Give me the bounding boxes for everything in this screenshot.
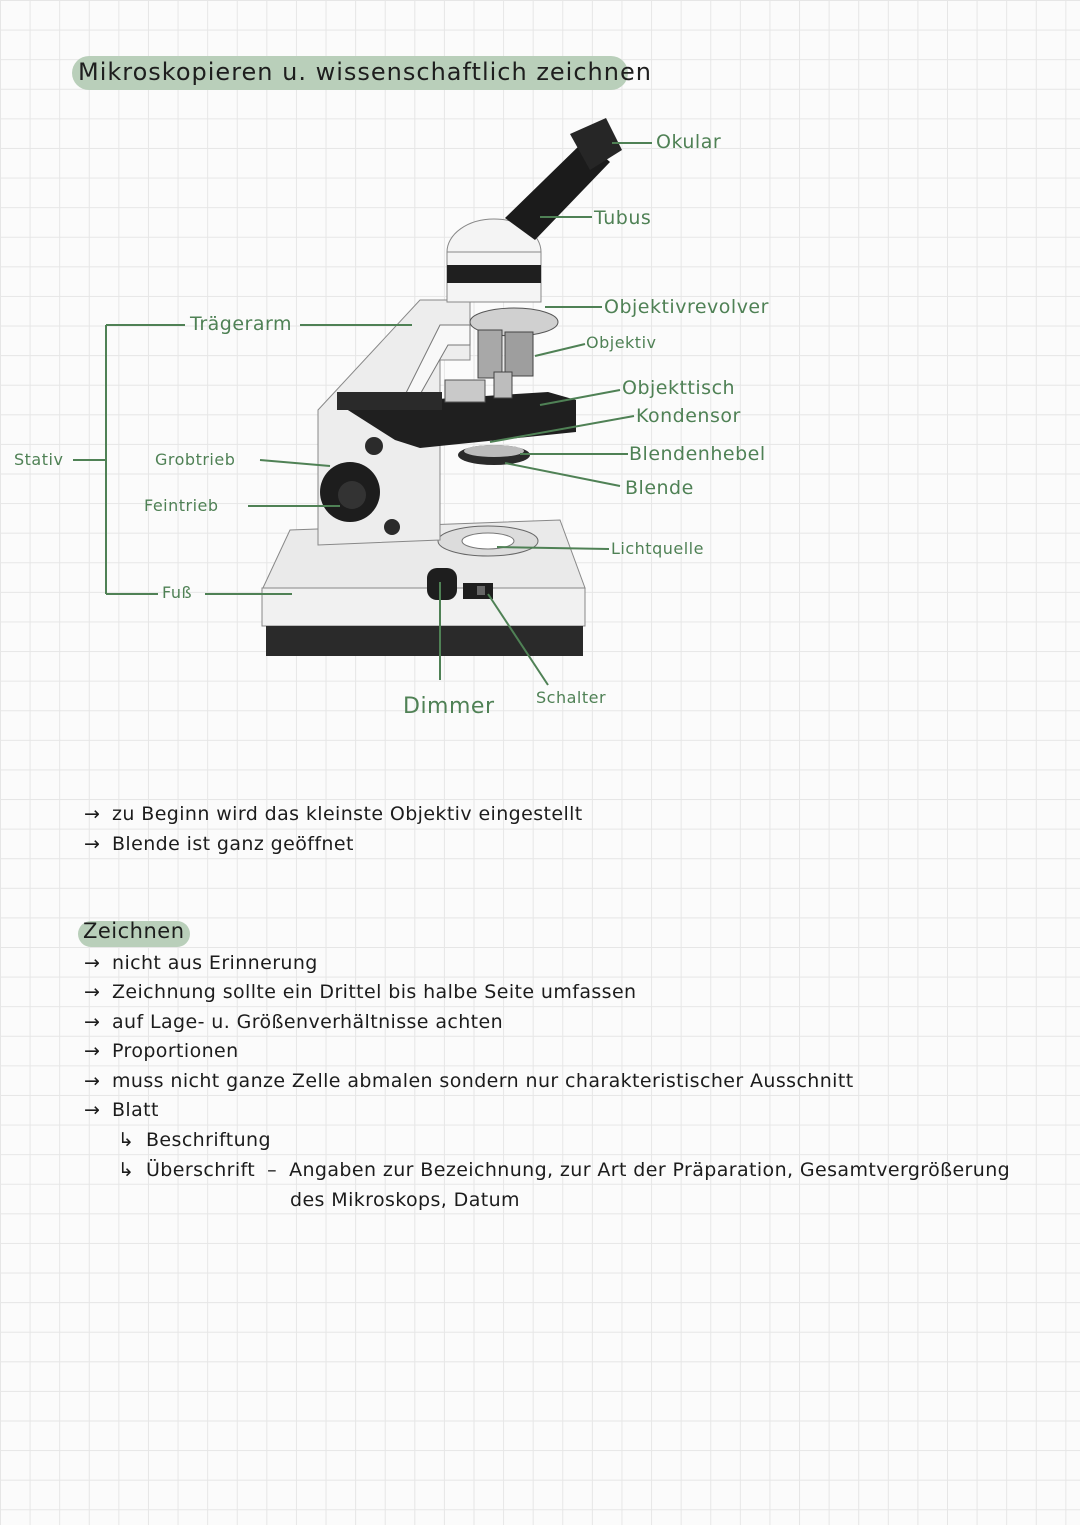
list-item <box>84 1070 854 1092</box>
hook-arrow-icon: ↳ <box>118 1129 135 1151</box>
list-item <box>84 1011 503 1033</box>
arrow-icon: → <box>84 803 101 825</box>
label-fuss: Fuß <box>162 583 193 602</box>
sub-item-text: des Mikroskops, Datum <box>290 1189 520 1211</box>
label-blendenhebel: Blendenhebel <box>629 443 766 465</box>
arrow-icon: → <box>84 1040 101 1062</box>
sub-item: ↳ Überschrift – Angaben zur Bezeichnung, zur Art der Präparation, Gesamtvergrößerung <box>118 1159 1011 1181</box>
arrow-icon: → <box>84 1099 101 1121</box>
list-item <box>84 981 637 1003</box>
label-tubus: Tubus <box>594 207 652 229</box>
label-feintrieb: Feintrieb <box>144 496 219 515</box>
arrow-icon: → <box>84 1011 101 1033</box>
list-item-text: muss nicht ganze Zelle abmalen sondern nur charakteristischer Ausschnitt <box>112 1070 854 1092</box>
label-stativ: Stativ <box>14 450 64 469</box>
list-item-text: Proportionen <box>112 1040 239 1062</box>
page-title: Mikroskopieren u. wissenschaftlich zeichnen <box>78 58 652 86</box>
list-item-text: auf Lage- u. Größenverhältnisse achten <box>112 1011 504 1033</box>
note-text: zu Beginn wird das kleinste Objektiv eingestellt <box>112 803 583 825</box>
list-item <box>84 1099 159 1121</box>
arrow-icon: → <box>84 833 101 855</box>
sub-item <box>118 1129 271 1151</box>
label-lichtquelle: Lichtquelle <box>611 539 704 558</box>
list-item-text: Blatt <box>112 1099 159 1121</box>
section-heading: Zeichnen <box>83 919 185 943</box>
label-dimmer: Dimmer <box>403 694 495 719</box>
label-objekttisch: Objekttisch <box>622 377 736 399</box>
arrow-icon: → <box>84 952 101 974</box>
sub-item-continuation <box>290 1189 520 1211</box>
label-okular: Okular <box>656 131 722 153</box>
note-line <box>84 803 583 825</box>
list-item-text: Zeichnung sollte ein Drittel bis halbe Seite umfassen <box>112 981 637 1003</box>
label-objektiv: Objektiv <box>586 333 657 352</box>
section-heading-highlight <box>78 921 190 947</box>
label-schalter: Schalter <box>536 688 607 707</box>
sub-item-label: Überschrift <box>146 1159 256 1181</box>
note-line <box>84 833 354 855</box>
arrow-icon: → <box>84 981 101 1003</box>
label-kondensor: Kondensor <box>636 405 741 427</box>
list-item-text: nicht aus Erinnerung <box>112 952 318 974</box>
arrow-icon: → <box>84 1070 101 1092</box>
note-text: Blende ist ganz geöffnet <box>112 833 354 855</box>
sub-item-text: Beschriftung <box>146 1129 271 1151</box>
label-grobtrieb: Grobtrieb <box>155 450 236 469</box>
hook-arrow-icon: ↳ <box>118 1159 135 1181</box>
list-item <box>84 1040 239 1062</box>
label-blende: Blende <box>625 477 694 499</box>
leader-lines <box>0 0 1080 760</box>
label-objektivrevolver: Objektivrevolver <box>604 296 769 318</box>
list-item <box>84 952 318 974</box>
sub-item-text: Angaben zur Bezeichnung, zur Art der Präparation, Gesamtvergrößerung <box>289 1159 1011 1181</box>
label-traegerarm: Trägerarm <box>190 313 292 335</box>
